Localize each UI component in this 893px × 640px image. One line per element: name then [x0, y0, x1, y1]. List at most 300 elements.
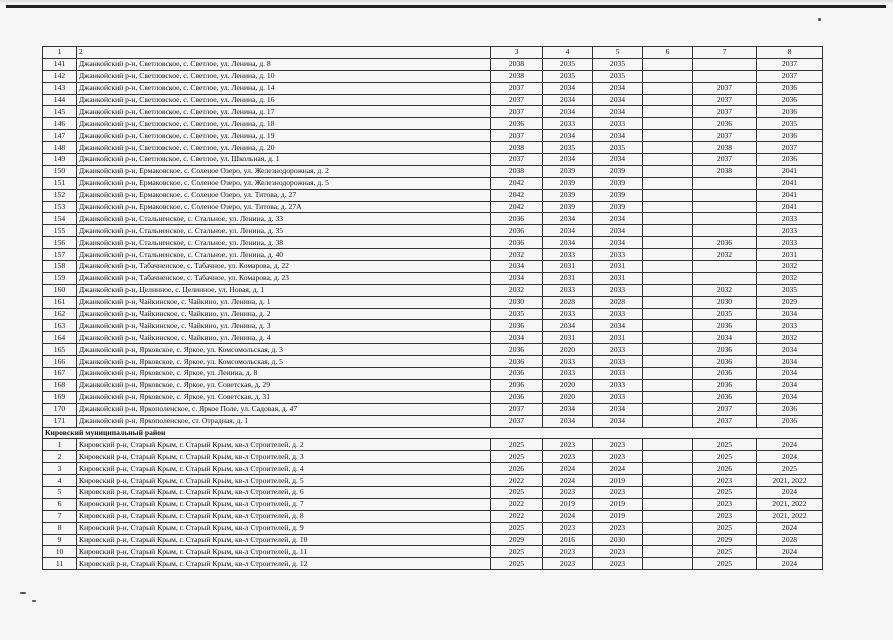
table-cell-col-1: 153 — [43, 201, 77, 213]
table-row — [43, 272, 823, 284]
table-cell-col-5: 2023 — [593, 439, 643, 451]
table-cell-col-2: Джанкойский р-н, Ярковское, с. Яркое, ул. Советская, д. 29 — [77, 379, 491, 391]
table-cell-col-3: 2022 — [491, 510, 543, 522]
table-cell-col-5: 2033 — [593, 368, 643, 380]
table-cell-col-5: 2033 — [593, 391, 643, 403]
table-row — [43, 558, 823, 570]
table-cell-col-8: 2034 — [757, 391, 823, 403]
table-cell-col-2: Джанкойский р-н, Ярковское, с. Яркое, ул. Комсомольская, д. 3 — [77, 344, 491, 356]
table-cell-col-8: 2029 — [757, 296, 823, 308]
table-cell-col-6 — [643, 261, 693, 273]
table-cell-col-5: 2039 — [593, 177, 643, 189]
table-row — [43, 142, 823, 154]
table-row — [43, 320, 823, 332]
table-cell-col-3: 2037 — [491, 106, 543, 118]
table-cell-col-1: 168 — [43, 379, 77, 391]
table-cell-col-3: 2036 — [491, 368, 543, 380]
table-cell-col-3: 2038 — [491, 70, 543, 82]
table-cell-col-3: 2042 — [491, 189, 543, 201]
table-cell-col-1: 154 — [43, 213, 77, 225]
table-row — [43, 201, 823, 213]
table-cell-col-7: 2038 — [693, 142, 757, 154]
table-cell-col-3: 2036 — [491, 391, 543, 403]
table-cell-col-1: 156 — [43, 237, 77, 249]
table-cell-col-8: 2041 — [757, 177, 823, 189]
table-cell-col-1: 2 — [43, 451, 77, 463]
table-cell-col-7: 2036 — [693, 368, 757, 380]
table-cell-col-7: 2036 — [693, 237, 757, 249]
table-row — [43, 463, 823, 475]
table-cell-col-5: 2031 — [593, 261, 643, 273]
table-cell-col-5: 2035 — [593, 58, 643, 70]
table-cell-col-3: 2029 — [491, 534, 543, 546]
table-cell-col-8: 2024 — [757, 439, 823, 451]
table-cell-col-1: 5 — [43, 486, 77, 498]
table-cell-col-4: 2033 — [543, 368, 593, 380]
table-cell-col-4: 2034 — [543, 225, 593, 237]
table-cell-col-2: Кировский р-н, Старый Крым, г. Старый Крым, кв-л Строителей, д. 10 — [77, 534, 491, 546]
table-cell-col-3: 2025 — [491, 451, 543, 463]
table-cell-col-1: 141 — [43, 58, 77, 70]
table-cell-col-4: 2034 — [543, 106, 593, 118]
table-cell-col-1: 152 — [43, 189, 77, 201]
table-cell-col-5: 2034 — [593, 320, 643, 332]
table-cell-col-4: 2033 — [543, 308, 593, 320]
table-cell-col-3: 2036 — [491, 118, 543, 130]
table-row — [43, 498, 823, 510]
table-cell-col-1: 163 — [43, 320, 77, 332]
table-cell-col-6 — [643, 510, 693, 522]
table-cell-col-2: Джанкойский р-н, Яркополенское, ст. Отрадная, д. 1 — [77, 415, 491, 427]
table-cell-col-8: 8 — [757, 47, 823, 59]
table-cell-col-1: 146 — [43, 118, 77, 130]
table-cell-col-4: 2023 — [543, 558, 593, 570]
table-cell-col-2: Джанкойский р-н, Табачненское, с. Табачное, ул. Комарова, д. 22 — [77, 261, 491, 273]
table-cell-col-7: 2032 — [693, 249, 757, 261]
table-cell-col-5: 2033 — [593, 344, 643, 356]
table-cell-col-2: Джанкойский р-н, Яркополенское, с. Яркое Поле, ул. Садовая, д. 47 — [77, 403, 491, 415]
table-cell-col-8: 2021, 2022 — [757, 475, 823, 487]
table-cell-col-5: 2033 — [593, 379, 643, 391]
table-cell-col-5: 2023 — [593, 451, 643, 463]
table-cell-col-4: 2031 — [543, 261, 593, 273]
table-cell-col-7: 2034 — [693, 332, 757, 344]
table-cell-col-3: 2034 — [491, 272, 543, 284]
table-cell-col-7: 2026 — [693, 463, 757, 475]
table-cell-col-7: 2035 — [693, 308, 757, 320]
table-cell-col-3: 2036 — [491, 213, 543, 225]
table-header-row — [43, 47, 823, 59]
table-cell-col-3: 2032 — [491, 249, 543, 261]
table-cell-col-8: 2024 — [757, 546, 823, 558]
table-cell-col-7 — [693, 225, 757, 237]
table-cell-col-7: 2037 — [693, 154, 757, 166]
table-cell-col-3: 2037 — [491, 82, 543, 94]
table-cell-col-6 — [643, 165, 693, 177]
table-row — [43, 249, 823, 261]
table-cell-col-1: 142 — [43, 70, 77, 82]
table-cell-col-7: 2025 — [693, 522, 757, 534]
table-cell-col-8: 2024 — [757, 451, 823, 463]
table-cell-col-6 — [643, 296, 693, 308]
table-cell-col-5: 2034 — [593, 225, 643, 237]
table-cell-col-7: 2037 — [693, 415, 757, 427]
table-cell-col-2: Кировский р-н, Старый Крым, г. Старый Крым, кв-л Строителей, д. 4 — [77, 463, 491, 475]
table-cell-col-1: 1 — [43, 47, 77, 59]
table-cell-col-2: Джанкойский р-н, Целинное, с. Целинное, ул. Новая, д. 1 — [77, 284, 491, 296]
table-cell-col-7: 2036 — [693, 118, 757, 130]
table-cell-col-5: 2028 — [593, 296, 643, 308]
table-cell-col-4: 2039 — [543, 189, 593, 201]
table-cell-col-2: Кировский р-н, Старый Крым, г. Старый Крым, кв-л Строителей, д. 9 — [77, 522, 491, 534]
table-cell-col-8: 2034 — [757, 356, 823, 368]
table-cell-col-2: Джанкойский р-н, Ярковское, с. Яркое, ул. Комсомольская, д. 5 — [77, 356, 491, 368]
table-row — [43, 154, 823, 166]
table-cell-col-1: 3 — [43, 463, 77, 475]
table-cell-col-1: 7 — [43, 510, 77, 522]
table-cell-col-1: 147 — [43, 130, 77, 142]
table-cell-col-3: 2032 — [491, 284, 543, 296]
table-cell-col-8: 2033 — [757, 213, 823, 225]
table-cell-col-8: 2034 — [757, 368, 823, 380]
table-cell-col-5: 2024 — [593, 463, 643, 475]
table-row — [43, 82, 823, 94]
table-cell-col-7: 2036 — [693, 391, 757, 403]
table-cell-col-5: 2023 — [593, 486, 643, 498]
table-cell-col-4: 2034 — [543, 213, 593, 225]
table-cell-col-2: Джанкойский р-н, Светловское, с. Светлое, ул. Ленина, д. 16 — [77, 94, 491, 106]
table-cell-col-7: 2025 — [693, 546, 757, 558]
table-cell-col-8: 2037 — [757, 58, 823, 70]
table-cell-col-2: Джанкойский р-н, Ермаковское, с. Соленое Озеро, ул. Железнодорожная, д. 5 — [77, 177, 491, 189]
table-cell-col-2: Джанкойский р-н, Чайкинское, с. Чайкино, ул. Ленина, д. 1 — [77, 296, 491, 308]
table-cell-col-2: Джанкойский р-н, Стальненское, с. Стальное, ул. Ленина, д. 38 — [77, 237, 491, 249]
table-cell-col-2: Джанкойский р-н, Стальненское, с. Стальное, ул. Ленина, д. 35 — [77, 225, 491, 237]
table-cell-col-5: 2019 — [593, 510, 643, 522]
table-cell-col-2: Джанкойский р-н, Табачненское, с. Табачное, ул. Комарова, д. 23 — [77, 272, 491, 284]
table-cell-col-3: 2037 — [491, 415, 543, 427]
table-cell-col-6 — [643, 498, 693, 510]
table-cell-col-5: 2034 — [593, 106, 643, 118]
table-cell-col-4: 2034 — [543, 320, 593, 332]
table-row — [43, 165, 823, 177]
table-row — [43, 344, 823, 356]
table-cell-col-3: 2037 — [491, 154, 543, 166]
table-cell-col-1: 158 — [43, 261, 77, 273]
table-cell-col-6 — [643, 177, 693, 189]
table-row — [43, 486, 823, 498]
table-cell-col-5: 2035 — [593, 142, 643, 154]
table-cell-col-6 — [643, 451, 693, 463]
table-cell-col-1: 8 — [43, 522, 77, 534]
table-cell-col-6 — [643, 106, 693, 118]
table-cell-col-3: 2022 — [491, 475, 543, 487]
table-row — [43, 296, 823, 308]
table-cell-col-7: 2037 — [693, 130, 757, 142]
table-row — [43, 58, 823, 70]
table-cell-col-6: 6 — [643, 47, 693, 59]
table-cell-col-4: 2034 — [543, 403, 593, 415]
table-cell-col-3: 2025 — [491, 558, 543, 570]
table-cell-col-2: Джанкойский р-н, Чайкинское, с. Чайкино, ул. Ленина, д. 4 — [77, 332, 491, 344]
table-cell-col-1: 160 — [43, 284, 77, 296]
table-row — [43, 356, 823, 368]
table-cell-col-2: 2 — [77, 47, 491, 59]
table-cell-col-7: 2036 — [693, 344, 757, 356]
table-cell-col-6 — [643, 284, 693, 296]
table-cell-col-8: 2033 — [757, 225, 823, 237]
table-cell-col-5: 5 — [593, 47, 643, 59]
table-cell-col-1: 148 — [43, 142, 77, 154]
table-cell-col-3: 2038 — [491, 142, 543, 154]
table-cell-col-3: 2034 — [491, 261, 543, 273]
table-cell-col-6 — [643, 379, 693, 391]
table-cell-col-3: 2026 — [491, 463, 543, 475]
table-row — [43, 475, 823, 487]
table-cell-col-3: 2036 — [491, 237, 543, 249]
table-cell-col-4: 2023 — [543, 451, 593, 463]
table-cell-col-3: 2030 — [491, 296, 543, 308]
table-cell-col-5: 2039 — [593, 201, 643, 213]
table-row — [43, 510, 823, 522]
scan-shadow — [0, 0, 893, 4]
table-cell-col-4: 2034 — [543, 82, 593, 94]
table-cell-col-1: 143 — [43, 82, 77, 94]
table-cell-col-6 — [643, 154, 693, 166]
table-cell-col-6 — [643, 272, 693, 284]
table-row — [43, 225, 823, 237]
table-cell-col-5: 2033 — [593, 308, 643, 320]
table-cell-col-3: 2036 — [491, 225, 543, 237]
table-cell-col-1: 144 — [43, 94, 77, 106]
table-cell-col-2: Кировский р-н, Старый Крым, г. Старый Крым, кв-л Строителей, д. 8 — [77, 510, 491, 522]
table-cell-col-3: 2042 — [491, 177, 543, 189]
table-cell-col-5: 2034 — [593, 237, 643, 249]
table-cell-col-5: 2034 — [593, 403, 643, 415]
table-cell-col-8: 2034 — [757, 379, 823, 391]
table-cell-col-3: 2036 — [491, 379, 543, 391]
table-cell-col-6 — [643, 356, 693, 368]
table-cell-col-3: 2037 — [491, 94, 543, 106]
table-row — [43, 118, 823, 130]
table-cell-col-8: 2036 — [757, 415, 823, 427]
table-cell-col-6 — [643, 391, 693, 403]
table-cell-col-1: 145 — [43, 106, 77, 118]
table-row — [43, 177, 823, 189]
table-cell-col-7: 2029 — [693, 534, 757, 546]
table-cell-col-7: 2032 — [693, 284, 757, 296]
table-row — [43, 284, 823, 296]
table-cell-col-8: 2036 — [757, 94, 823, 106]
table-row — [43, 106, 823, 118]
table-cell-col-3: 2038 — [491, 165, 543, 177]
table-cell-col-8: 2037 — [757, 70, 823, 82]
table-cell-col-3: 2037 — [491, 130, 543, 142]
table-cell-col-1: 4 — [43, 475, 77, 487]
table-cell-col-7: 2025 — [693, 558, 757, 570]
table-row — [43, 368, 823, 380]
table-cell-col-4: 2035 — [543, 70, 593, 82]
table-cell-col-4: 2023 — [543, 546, 593, 558]
table-row — [43, 70, 823, 82]
table-cell-col-6 — [643, 368, 693, 380]
table-cell-col-2: Джанкойский р-н, Светловское, с. Светлое, ул. Ленина, д. 14 — [77, 82, 491, 94]
table-cell-col-4: 2039 — [543, 177, 593, 189]
table-cell-col-3: 2025 — [491, 486, 543, 498]
table-cell-col-8: 2037 — [757, 142, 823, 154]
table-cell-col-6 — [643, 142, 693, 154]
table-cell-col-1: 159 — [43, 272, 77, 284]
table-cell-col-1: 161 — [43, 296, 77, 308]
table-cell-col-2: Кировский р-н, Старый Крым, г. Старый Крым, кв-л Строителей, д. 11 — [77, 546, 491, 558]
table-body — [43, 47, 823, 570]
table-cell-col-5: 2023 — [593, 546, 643, 558]
table-cell-col-7 — [693, 70, 757, 82]
table-cell-col-8: 2036 — [757, 106, 823, 118]
table-cell-col-8: 2036 — [757, 154, 823, 166]
table-cell-col-4: 2023 — [543, 522, 593, 534]
table-cell-col-4: 2028 — [543, 296, 593, 308]
table-cell-col-1: 10 — [43, 546, 77, 558]
table-cell-col-4: 2039 — [543, 201, 593, 213]
table-cell-col-2: Джанкойский р-н, Светловское, с. Светлое, ул. Ленина, д. 10 — [77, 70, 491, 82]
table-cell-col-1: 151 — [43, 177, 77, 189]
table-cell-col-2: Джанкойский р-н, Стальненское, с. Стальное, ул. Ленина, д. 33 — [77, 213, 491, 225]
table-cell-col-2: Джанкойский р-н, Светловское, с. Светлое, ул. Ленина, д. 19 — [77, 130, 491, 142]
table-cell-col-3: 2036 — [491, 356, 543, 368]
table-cell-col-7 — [693, 189, 757, 201]
table-cell-col-6 — [643, 546, 693, 558]
table-cell-col-2: Джанкойский р-н, Ярковское, с. Яркое, ул. Ленина, д. 8 — [77, 368, 491, 380]
table-cell-col-8: 2035 — [757, 284, 823, 296]
table-cell-col-3: 2038 — [491, 58, 543, 70]
table-row — [43, 130, 823, 142]
table-cell-col-6 — [643, 82, 693, 94]
table-cell-col-6 — [643, 189, 693, 201]
table-cell-col-2: Джанкойский р-н, Ермаковское, с. Соленое Озеро, ул. Титова, д. 27 — [77, 189, 491, 201]
table-cell-col-8: 2031 — [757, 249, 823, 261]
table-cell-col-1: 157 — [43, 249, 77, 261]
table-cell-col-6 — [643, 213, 693, 225]
table-cell-col-3: 2036 — [491, 320, 543, 332]
table-cell-col-8: 2041 — [757, 165, 823, 177]
table-cell-col-2: Джанкойский р-н, Стальненское, с. Стальное, ул. Ленина, д. 40 — [77, 249, 491, 261]
table-cell-col-4: 2035 — [543, 142, 593, 154]
table-cell-col-4: 2033 — [543, 118, 593, 130]
table-cell-col-4: 2031 — [543, 272, 593, 284]
table-cell-col-4: 2024 — [543, 475, 593, 487]
table-cell-col-6 — [643, 308, 693, 320]
table-cell-col-6 — [643, 237, 693, 249]
table-cell-col-6 — [643, 439, 693, 451]
table-cell-col-4: 2034 — [543, 94, 593, 106]
table-cell-col-7: 2023 — [693, 475, 757, 487]
table-cell-col-1: 155 — [43, 225, 77, 237]
table-cell-col-2: Джанкойский р-н, Чайкинское, с. Чайкино, ул. Ленина, д. 2 — [77, 308, 491, 320]
table-cell-col-8: 2034 — [757, 344, 823, 356]
table-cell-col-7 — [693, 272, 757, 284]
table-cell-col-6 — [643, 486, 693, 498]
table-cell-col-2: Кировский р-н, Старый Крым, г. Старый Крым, кв-л Строителей, д. 5 — [77, 475, 491, 487]
table-cell-col-3: 2034 — [491, 332, 543, 344]
table-cell-col-5: 2023 — [593, 522, 643, 534]
table-cell-col-8: 2032 — [757, 272, 823, 284]
table-cell-col-7: 2037 — [693, 403, 757, 415]
table-cell-col-1: 165 — [43, 344, 77, 356]
scan-edge-line — [6, 5, 886, 8]
table-cell-col-7 — [693, 201, 757, 213]
table-cell-col-7: 2037 — [693, 106, 757, 118]
table-cell-col-4: 2024 — [543, 463, 593, 475]
table-cell-col-4: 2020 — [543, 391, 593, 403]
table-cell-col-6 — [643, 522, 693, 534]
table-cell-col-4: 2024 — [543, 510, 593, 522]
table-row — [43, 332, 823, 344]
table-cell-col-8: 2028 — [757, 534, 823, 546]
table-cell-col-7 — [693, 177, 757, 189]
table-cell-col-5: 2033 — [593, 284, 643, 296]
table-cell-col-1: 11 — [43, 558, 77, 570]
table-cell-col-5: 2019 — [593, 498, 643, 510]
table-row — [43, 451, 823, 463]
table-cell-col-2: Кировский р-н, Старый Крым, г. Старый Крым, кв-л Строителей, д. 3 — [77, 451, 491, 463]
table-cell-col-7 — [693, 213, 757, 225]
table-cell-col-6 — [643, 558, 693, 570]
table-cell-col-8: 2021, 2022 — [757, 498, 823, 510]
table-cell-col-4: 2034 — [543, 237, 593, 249]
table-cell-col-8: 2024 — [757, 558, 823, 570]
table-cell-col-2: Джанкойский р-н, Светловское, с. Светлое, ул. Школьная, д. 1 — [77, 154, 491, 166]
table-cell-col-7: 2037 — [693, 82, 757, 94]
table-cell-col-5: 2030 — [593, 534, 643, 546]
table-cell-col-7: 2036 — [693, 379, 757, 391]
table-cell-col-3: 2035 — [491, 308, 543, 320]
table-cell-col-4: 2023 — [543, 439, 593, 451]
table-cell-col-5: 2035 — [593, 70, 643, 82]
table-cell-col-8: 2024 — [757, 486, 823, 498]
table-cell-col-4: 2016 — [543, 534, 593, 546]
table-row — [43, 261, 823, 273]
table-cell-col-4: 2034 — [543, 130, 593, 142]
table-cell-col-3: 2036 — [491, 344, 543, 356]
table-cell-col-1: 166 — [43, 356, 77, 368]
table-cell-col-5: 2034 — [593, 415, 643, 427]
table-cell-col-4: 2034 — [543, 415, 593, 427]
table-cell-col-8: 2033 — [757, 237, 823, 249]
table-cell-col-4: 2033 — [543, 249, 593, 261]
table-row — [43, 189, 823, 201]
table-cell-col-8: 2033 — [757, 320, 823, 332]
table-cell-col-6 — [643, 225, 693, 237]
table-cell-col-5: 2034 — [593, 213, 643, 225]
table-cell-col-6 — [643, 94, 693, 106]
table-cell-col-8: 2032 — [757, 261, 823, 273]
table-cell-col-5: 2031 — [593, 332, 643, 344]
table-cell-col-8: 2032 — [757, 332, 823, 344]
table-cell-col-1: 169 — [43, 391, 77, 403]
table-cell-col-4: 4 — [543, 47, 593, 59]
table-row — [43, 237, 823, 249]
table-cell-col-6 — [643, 344, 693, 356]
housing-schedule-table — [42, 46, 823, 570]
scan-speck — [20, 592, 26, 594]
section-header-row — [43, 427, 823, 439]
table-row — [43, 379, 823, 391]
table-cell-col-6 — [643, 415, 693, 427]
table-cell-col-6 — [643, 403, 693, 415]
table-cell-col-2: Джанкойский р-н, Светловское, с. Светлое, ул. Ленина, д. 20 — [77, 142, 491, 154]
table-cell-col-1: 6 — [43, 498, 77, 510]
